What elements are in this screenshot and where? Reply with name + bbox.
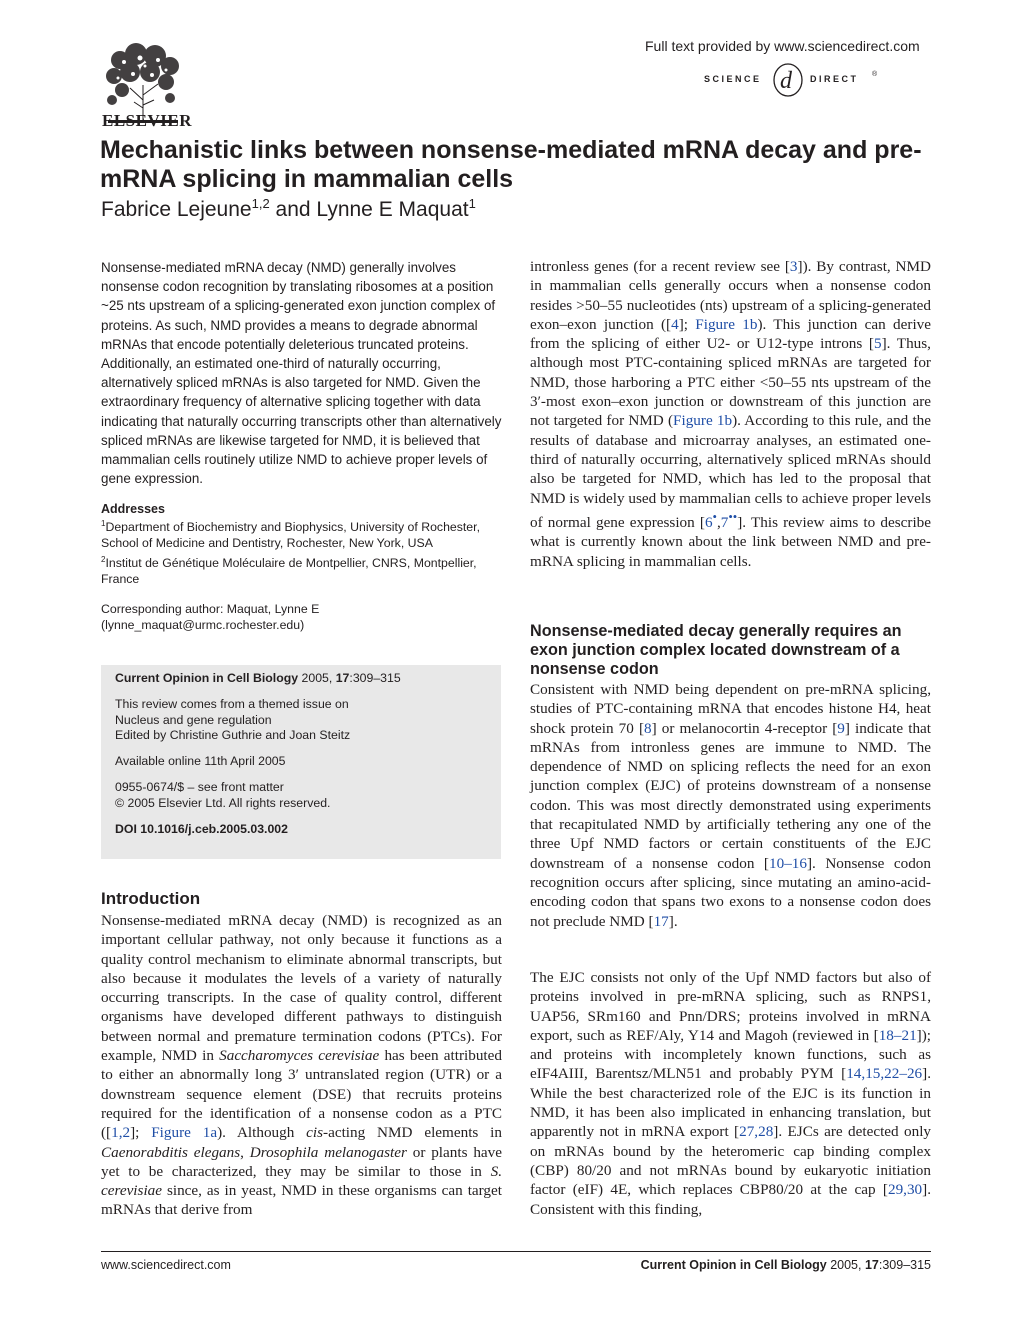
corresponding-author bbox=[101, 602, 503, 634]
publisher-name: ELSEVIER bbox=[102, 111, 192, 130]
body-paragraph-2: Consistent with NMD being dependent on pre-mRNA splicing, studies of PTC-containing mRNA that encodes histone H4, heat shock protein 70 [8] or melanocortin 4-receptor [9] indicate that mRNAs from intronless genes are immune to NMD. The dependence of NMD on splicing reflects the need for an exon junction complex (EJC) of proteins downstream of a nonsense codon. This was most directly demonstrated using experiments that recapitulated NMD by artificially tethering any one of the three Upf NMD factors or certain constituents of the EJC downstream of a nonsense codon [10–16]. Nonsense codon recognition occurs after splicing, since mutating an amino-acid-encoding codon that spans two exons to a nonsense codon does not preclude NMD [17]. bbox=[530, 681, 931, 930]
sciencedirect-logo[interactable] bbox=[700, 62, 932, 104]
abstract: Nonsense-mediated mRNA decay (NMD) generally involves nonsense codon recognition by translating ribosomes at a position ~25 nts upstream of a splicing-generated exon junction complex of proteins. As such, NMD provides a means to degrade abnormal mRNAs that encode potentially deleterious truncated proteins. Additionally, an estimated one-third of naturally occurring, alternatively spliced mRNAs is also targeted for NMD. Given the extraordinary frequency of alternative splicing together with data indicating that naturally occurring transcripts other than alternatively spliced mRNAs are likewise targeted for NMD, it is believed that mammalian cells routinely utilize NMD to achieve proper levels of gene expression. bbox=[101, 260, 502, 487]
introduction-paragraph: Nonsense-mediated mRNA decay (NMD) is recognized as an important cellular pathway, not only because it functions as a quality control mechanism to eliminate abnormal transcripts, but also because it modulates the levels of a variety of naturally occurring transcripts. In the case of quality control, different organisms have developed different pathways to distinguish between normal and premature termination codons (PTCs). For example, NMD in Saccharomyces cerevisiae has been attributed to either an abnormally long 3′ untranslated region (UTR) or a downstream sequence element (DSE) that recruits proteins required for the identification of a nonsense codon as a PTC ([1,2]; Figure 1a). Although cis-acting NMD elements in Caenorabditis elegans, Drosophila melanogaster or plants have yet to be characterized, they may be similar to those in S. cerevisiae since, as in yeast, NMD in these organisms can target mRNAs that derive from bbox=[101, 912, 502, 1219]
body-paragraph-3: The EJC consists not only of the Upf NMD factors but also of proteins involved in pre-mRNA splicing, such as RNPS1, UAP56, SRm160 and Pnn/DRS; proteins involved in mRNA export, such as REF/Aly, Y14 and Magoh (reviewed in [18–21]); and proteins with incompletely known functions, such as eIF4AIII, Barentsz/MLN51 and probably PYM [14,15,22–26]. While the best characterized role of the EJC is its function in NMD, it has been also implicated in enhancing translation, but apparently not in mRNA export [27,28]. EJCs are detected only on mRNAs bound by the heteromeric cap binding complex (CBP) 80/20 and not mRNAs bound by eukaryotic initiation factor (eIF) 4E, which replaces CBP80/20 at the cap [29,30]. Consistent with this finding, bbox=[530, 969, 932, 1218]
ref-link[interactable]: 14,15,22–26 bbox=[846, 1065, 923, 1083]
doi[interactable]: DOI 10.1016/j.ceb.2005.03.002 bbox=[115, 821, 288, 836]
journal-citation: Current Opinion in Cell Biology 2005, 17:309–315 bbox=[115, 671, 401, 685]
copyright-info: 0955-0674/$ – see front matter © 2005 Elsevier Ltd. All rights reserved. bbox=[115, 779, 331, 810]
ref-link[interactable]: 6 bbox=[704, 513, 713, 531]
ref-link[interactable]: 18–21 bbox=[878, 1026, 917, 1044]
ref-link[interactable]: 4 bbox=[671, 315, 679, 333]
ref-link[interactable]: 29,30 bbox=[887, 1181, 923, 1199]
author-list bbox=[101, 196, 476, 222]
footer-divider bbox=[101, 1251, 931, 1252]
figure-link[interactable]: Figure 1b bbox=[673, 412, 733, 430]
ref-link[interactable]: 5 bbox=[874, 335, 882, 353]
sd-logo-direct: DIRECT bbox=[810, 74, 859, 84]
ref-link[interactable]: 9 bbox=[837, 719, 845, 737]
themed-issue: This review comes from a themed issue on Nucleus and gene regulation Edited by Christine Guthrie and Joan Steitz bbox=[115, 696, 351, 743]
corresponding-author-email[interactable]: (lynne_maquat@urmc.rochester.edu) bbox=[101, 617, 305, 632]
address-1: $^1$Department of Biochemistry and Biophysics, University of Rochester, School of Medicine and Dentistry, Rochester, New York, USA bbox=[101, 519, 480, 551]
ref-link[interactable]: 7 bbox=[720, 513, 729, 531]
ref-link[interactable]: 8 bbox=[644, 719, 652, 737]
author-2-affiliation[interactable]: 1 bbox=[468, 196, 476, 211]
section-heading: Nonsense-mediated decay generally requires an exon junction complex located downstream of a nonsense codon bbox=[530, 622, 902, 678]
ref-link[interactable]: 1,2 bbox=[111, 1124, 131, 1142]
article-info-box bbox=[101, 665, 501, 859]
author-1: Fabrice Lejeune bbox=[101, 198, 252, 221]
figure-link[interactable]: Figure 1b bbox=[695, 315, 758, 333]
body-paragraph-1: intronless genes (for a recent review see [3]). By contrast, NMD in mammalian cells generally occurs when a nonsense codon resides >50–55 nucleotides (nts) upstream of a splicing-generated exon–exon junction ([4]; Figure 1b). This junction can derive from the splicing of either U2- or U12-type introns [5]. Thus, although most PTC-containing spliced mRNAs are targeted for NMD, those harboring a PTC either <50–55 nts upstream of the 3′-most exon–exon junction or downstream of this junction are not targeted for NMD (Figure 1b). According to this rule, and the results of database and microarray analyses, an estimated one-third of naturally occurring, alternatively spliced mRNAs should also be targeted for NMD, which has led to the proposal that NMD is widely used by mammalian cells to achieve proper levels of normal gene expression [6•,7••]. This review aims to describe what is currently known about the link between NMD and pre-mRNA splicing in mammalian cells. bbox=[530, 258, 932, 570]
article-title: Mechanistic links between nonsense-mediated mRNA decay and pre-mRNA splicing in mammalian cells bbox=[100, 136, 922, 193]
author-2: Lynne E Maquat bbox=[316, 198, 469, 221]
address-2: $^2$Institut de Génétique Moléculaire de Montpellier, CNRS, Montpellier, France bbox=[101, 555, 477, 587]
author-conjunction: and bbox=[275, 198, 311, 221]
ref-link[interactable]: 17 bbox=[653, 912, 669, 930]
ref-link[interactable]: 3 bbox=[789, 258, 798, 275]
full-text-notice[interactable]: Full text provided by www.sciencedirect.com bbox=[645, 38, 920, 54]
addresses-heading: Addresses bbox=[101, 502, 165, 517]
svg-text:®: ® bbox=[872, 71, 878, 78]
author-1-affiliation[interactable]: 1,2 bbox=[251, 196, 270, 211]
figure-link[interactable]: Figure 1a bbox=[151, 1124, 218, 1142]
ref-link[interactable]: 10–16 bbox=[769, 854, 807, 872]
sd-logo-science: SCIENCE bbox=[704, 74, 762, 84]
introduction-heading: Introduction bbox=[101, 889, 201, 908]
available-online: Available online 11th April 2005 bbox=[115, 754, 286, 769]
footer-citation: Current Opinion in Cell Biology 2005, 17:309–315 bbox=[640, 1258, 931, 1272]
corresponding-author-name: Corresponding author: Maquat, Lynne E bbox=[101, 601, 320, 616]
svg-text:d: d bbox=[780, 68, 792, 94]
left-column-front-matter bbox=[101, 258, 503, 633]
ref-link[interactable]: 27,28 bbox=[739, 1123, 774, 1141]
footer-url[interactable]: www.sciencedirect.com bbox=[101, 1258, 231, 1272]
